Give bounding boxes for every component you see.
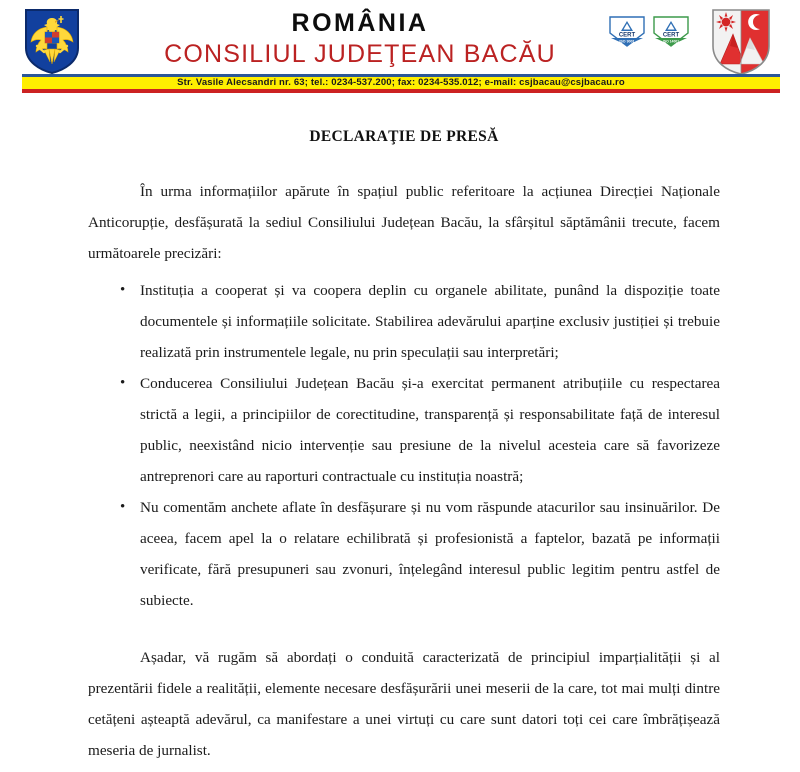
institution-title: CONSILIUL JUDEŢEAN BACĂU — [164, 40, 556, 68]
svg-text:CERT: CERT — [662, 32, 680, 39]
bullet-icon: • — [120, 375, 126, 391]
header-titles — [120, 8, 600, 70]
cert-iso-9001-badge-icon — [608, 14, 646, 48]
list-item — [88, 492, 720, 616]
svg-text:ISO 14001: ISO 14001 — [662, 39, 680, 44]
list-item-text: Nu comentăm anchete aflate în desfășurare și nu vom răspunde atacurilor sau insinuărilor. De aceea, facem apel la o relatare echilibrată și profesionistă a faptelor, bazată pe informații verificate, fără presupuneri sau zvonuri, înțelegând interesul public legitim pentru astfel de subiecte. — [140, 499, 720, 609]
list-item — [88, 368, 720, 492]
contact-address-line: Str. Vasile Alecsandri nr. 63; tel.: 0234-537.200; fax: 0234-535.012; e-mail: csjbacau@csjbacau.ro — [177, 77, 625, 88]
document-title: DECLARAŢIE DE PRESĂ — [309, 128, 499, 145]
bullet-icon: • — [120, 499, 126, 515]
list-item-text: Instituția a cooperat și va coopera deplin cu organele abilitate, punând la dispoziție toate documentele și informațiile solicitate. Stabilirea adevărului aparține exclusiv justiției și trebuie realizată prin instrumentele legale, nu prin speculații sau interpretări; — [140, 282, 720, 361]
paragraph-spacer — [88, 616, 720, 642]
list-item-text: Conducerea Consiliului Județean Bacău și-a exercitat permanent atribuțiile cu respectarea strictă a legii, a principiilor de corectitudine, transparență și responsabilitate față de interesul public, neexistând nicio intervenție sau presiune de la nivelul acesteia care să favorizeze antreprenori care au raporturi contractuale cu instituția noastră; — [140, 375, 720, 485]
bacau-county-coat-of-arms-icon — [710, 8, 772, 76]
certification-badges — [608, 14, 690, 48]
romania-coat-of-arms-icon — [22, 8, 82, 74]
svg-text:ISO 9001: ISO 9001 — [619, 39, 635, 44]
letterhead — [0, 0, 800, 98]
document-body — [88, 128, 720, 772]
svg-text:CERT: CERT — [618, 32, 636, 39]
intro-paragraph: În urma informațiilor apărute în spațiul public referitoare la acțiunea Direcției Naționale Anticorupție, desfășurată la sediul Consiliului Județean Bacău, la sfârșitul săptămânii trecute, facem următoarele precizări: — [88, 183, 720, 262]
statement-points-list — [88, 275, 720, 616]
flag-stripe-red — [22, 89, 780, 93]
cert-iso-14001-badge-icon — [652, 14, 690, 48]
bullet-icon: • — [120, 282, 126, 298]
closing-paragraph: Așadar, vă rugăm să abordați o conduită caracterizată de principiul imparțialității și al prezentării fidele a realității, elemente necesare desfășurării unei meserii de la care, tot mai mulți dintre cetățeni așteaptă adevărul, ca manifestare a unei virtuți cu care sunt datori toți cei care îmbrățișează meseria de jurnalist. — [88, 649, 720, 759]
flag-stripe-yellow — [22, 77, 780, 89]
list-item — [88, 275, 720, 368]
tricolor-address-band — [22, 74, 780, 93]
country-title: ROMÂNIA — [291, 9, 429, 37]
